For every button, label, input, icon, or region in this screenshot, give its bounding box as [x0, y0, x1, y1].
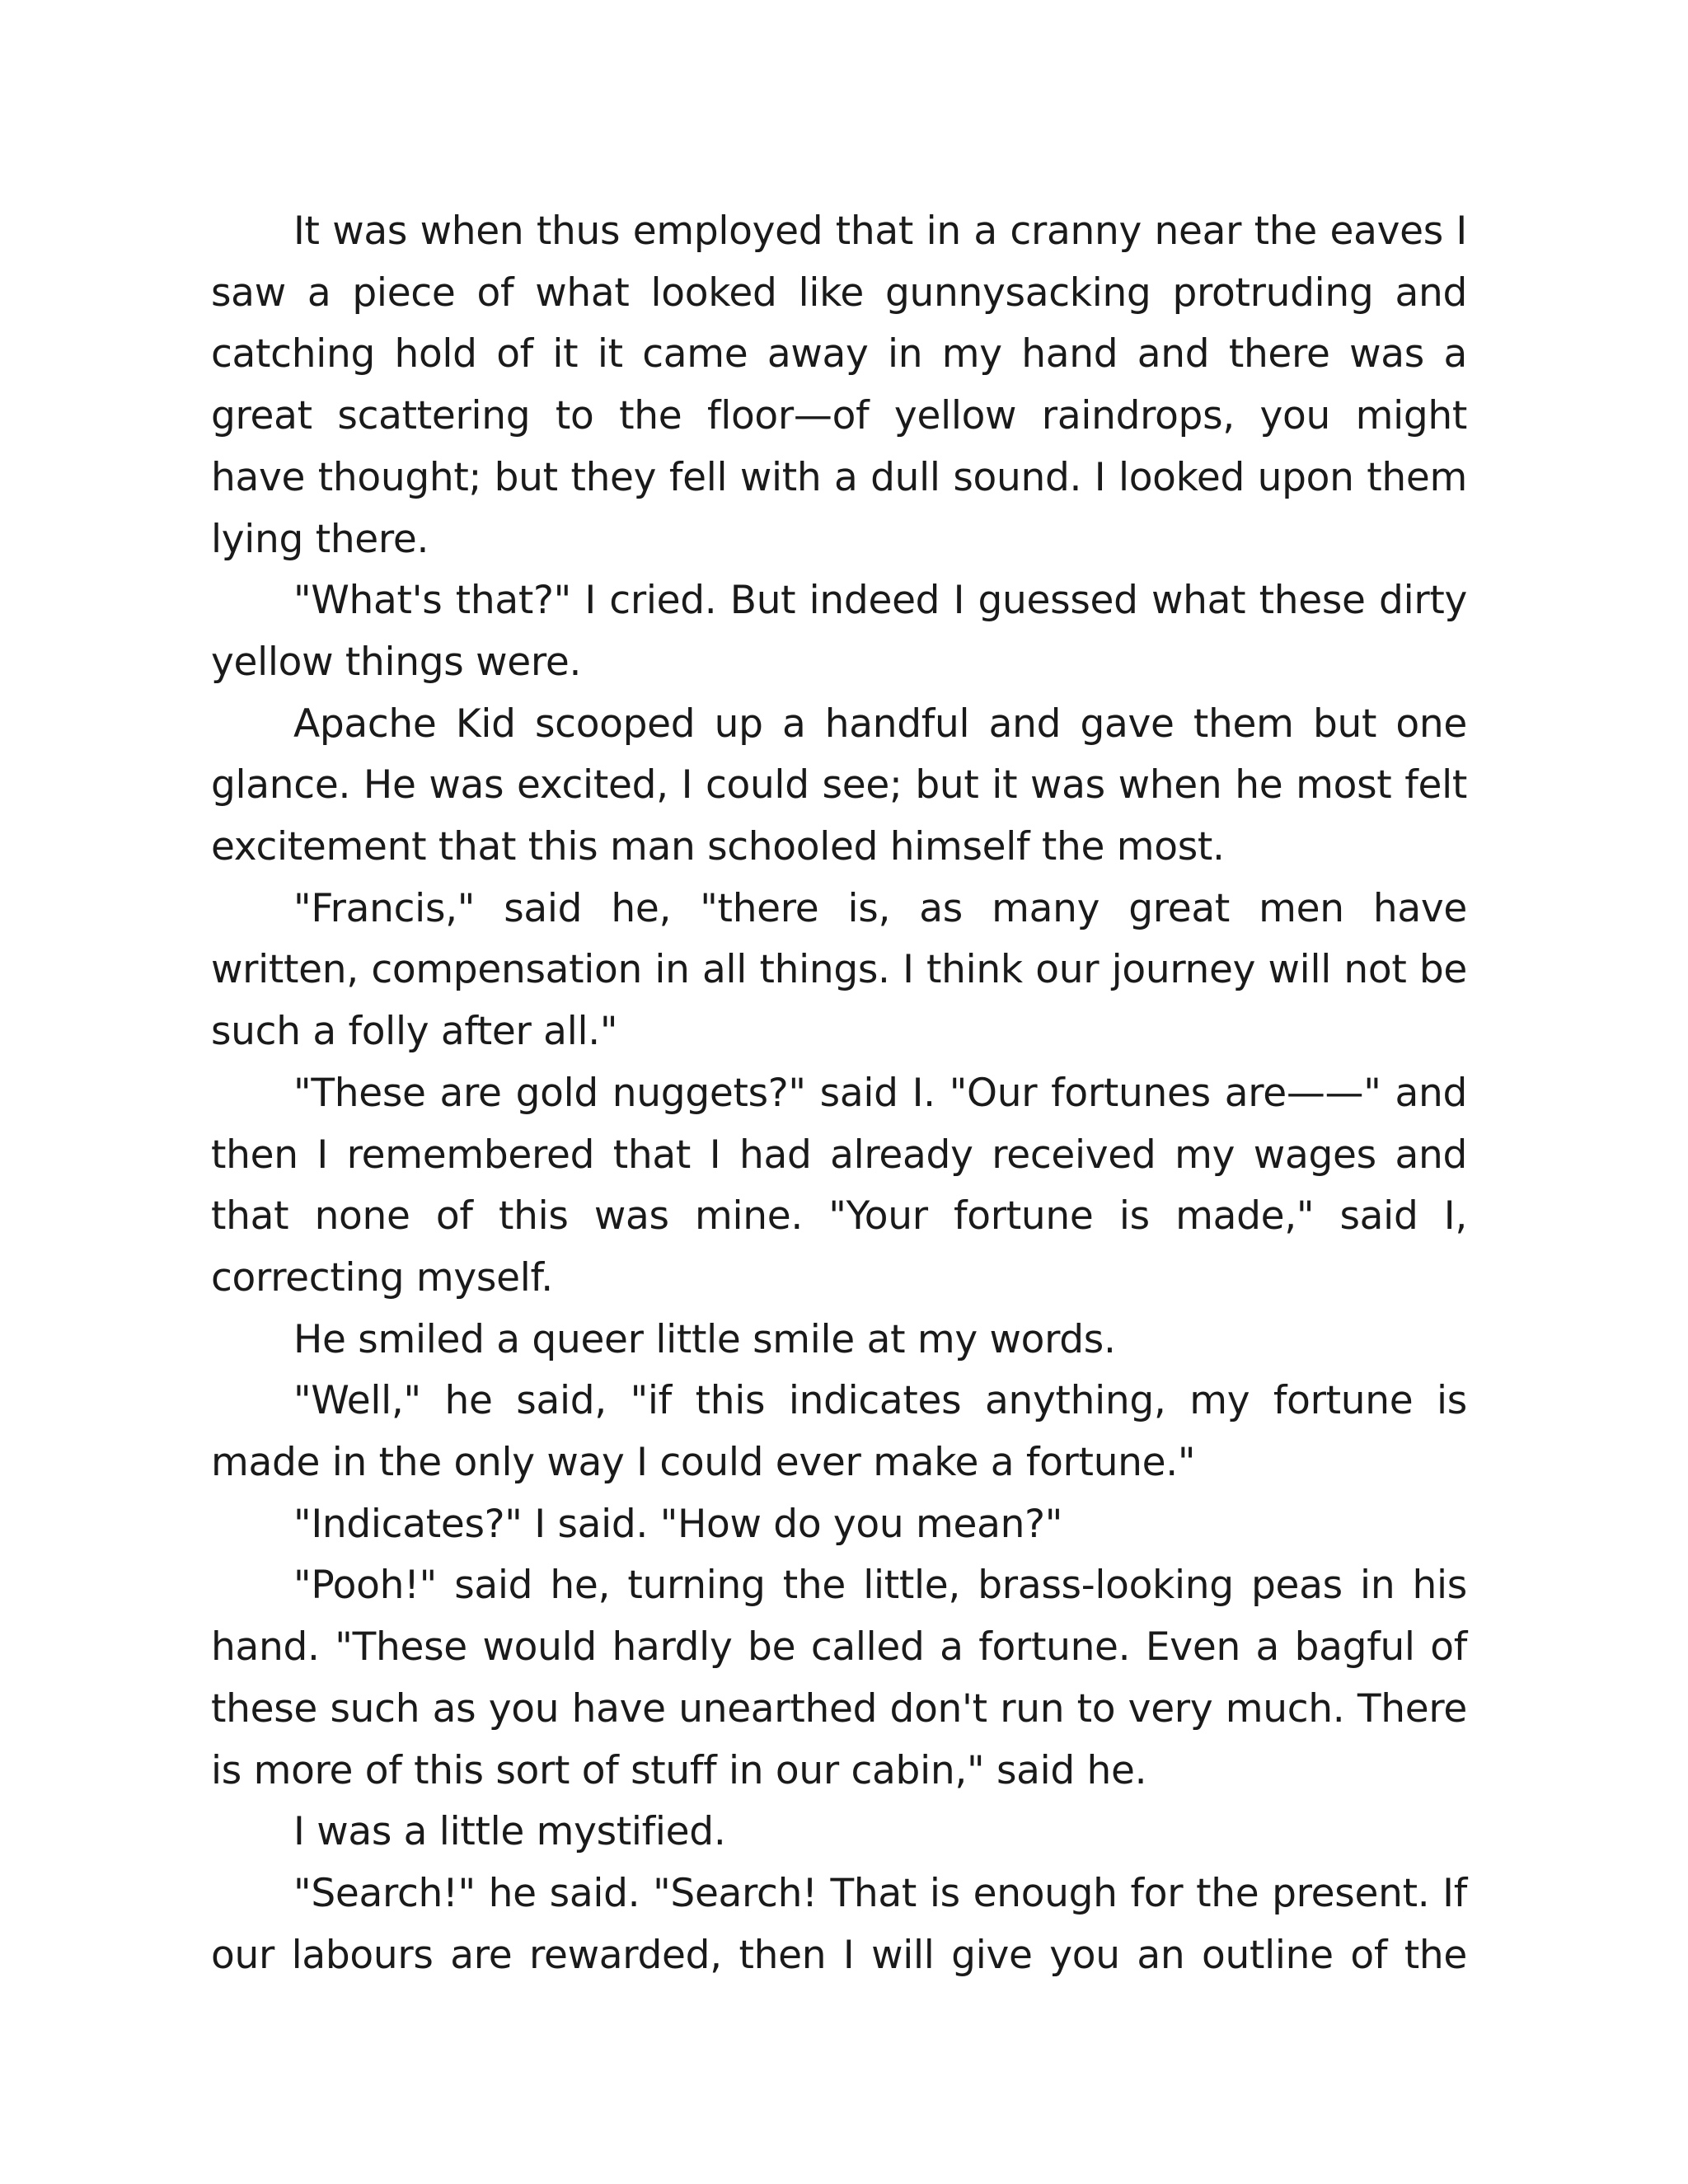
paragraph: "These are gold nuggets?" said I. "Our fortunes are——" and then I remembered that I had already received my wages and that none of this was mine. "Your fortune is made," said I, correcting myself.: [211, 1070, 1467, 1301]
paragraph: "What's that?" I cried. But indeed I guessed what these dirty yellow things were.: [211, 578, 1467, 685]
body-text: [211, 201, 1467, 1986]
paragraph: "Search!" he said. "Search! That is enough for the present. If our labours are rewarded, then I will give you an outline of the: [211, 1870, 1467, 1978]
paragraph: I was a little mystified.: [293, 1809, 726, 1855]
paragraph: "Pooh!" said he, turning the little, brass-looking peas in his hand. "These would hardly be called a fortune. Even a bagful of these such as you have unearthed don't run to very much. There is more of this sort of stuff in our cabin," said he.: [211, 1563, 1467, 1793]
paragraph: "Well," he said, "if this indicates anything, my fortune is made in the only way I could ever make a fortune.": [211, 1378, 1467, 1486]
paragraph: He smiled a queer little smile at my words.: [293, 1316, 1116, 1362]
paragraph: Apache Kid scooped up a handful and gave them but one glance. He was excited, I could see; but it was when he most felt excitement that this man schooled himself the most.: [211, 701, 1467, 870]
paragraph: It was when thus employed that in a cranny near the eaves I saw a piece of what looked like gunnysacking protruding and catching hold of it it came away in my hand and there was a great scattering to the floor—of yellow raindrops, you might have thought; but they fell with a dull sound. I looked upon them lying there.: [211, 209, 1467, 562]
paragraph: "Francis," said he, "there is, as many great men have written, compensation in all things. I think our journey will not be such a folly after all.": [211, 885, 1467, 1055]
paragraph: "Indicates?" I said. "How do you mean?": [293, 1501, 1063, 1547]
